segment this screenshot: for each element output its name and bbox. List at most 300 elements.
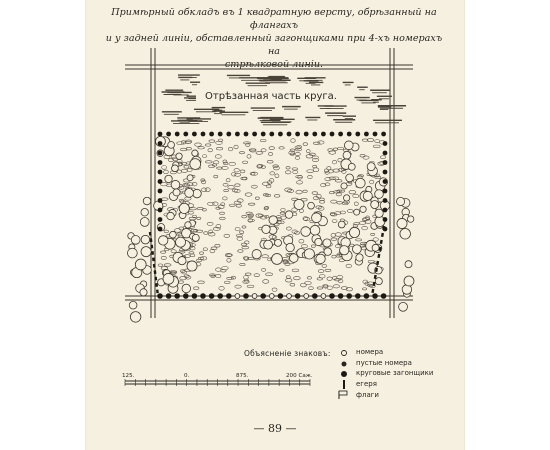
leaf-mark [201, 180, 205, 184]
bush-mark [367, 163, 375, 171]
bush-mark [301, 227, 311, 237]
bush-mark [140, 289, 147, 296]
bush-mark [172, 165, 179, 172]
leaf-mark [204, 232, 208, 235]
bush-mark [310, 225, 320, 235]
leaf-mark [224, 281, 230, 283]
legend-item-numbers: номера [356, 348, 384, 356]
beater-dot [158, 132, 163, 137]
leaf-mark [285, 171, 291, 174]
leaf-mark [202, 155, 206, 158]
leaf-mark [243, 161, 248, 164]
beater-dot [364, 132, 369, 137]
leaf-mark [320, 201, 325, 204]
bush-mark [128, 248, 138, 258]
leaf-mark [261, 268, 265, 271]
leaf-mark [380, 156, 385, 159]
leaf-mark [241, 177, 247, 179]
beater-dot [201, 132, 206, 137]
shooter-number [235, 294, 240, 299]
leaf-mark [161, 256, 166, 259]
leaf-mark [215, 155, 221, 159]
leaf-mark [208, 149, 213, 152]
leaf-mark [234, 189, 240, 192]
bush-mark [315, 238, 322, 245]
beater-dot [158, 217, 163, 222]
bush-mark [346, 174, 354, 182]
bush-mark [185, 189, 194, 198]
beater-dot [158, 294, 163, 299]
leaf-mark [162, 166, 167, 170]
bush-mark [129, 301, 137, 309]
leaf-mark [331, 233, 336, 237]
leaf-mark [295, 156, 300, 159]
beater-dot [383, 227, 388, 232]
leaf-mark [205, 161, 212, 163]
leaf-mark [238, 250, 243, 253]
bush-mark [170, 231, 177, 238]
beater-dot [158, 208, 163, 213]
leaf-mark [254, 274, 260, 277]
beater-dot [158, 198, 163, 203]
beater-dot [235, 132, 240, 137]
leaf-mark [303, 143, 308, 146]
leaf-mark [179, 281, 184, 284]
leaf-mark [282, 257, 288, 260]
beater-dot [183, 132, 188, 137]
bush-mark [163, 273, 174, 284]
leaf-mark [160, 251, 165, 253]
flag-mark [374, 282, 375, 286]
leaf-mark [337, 202, 343, 204]
bush-mark [316, 254, 325, 263]
leaf-mark [215, 244, 220, 247]
leaf-mark [205, 188, 210, 192]
bush-mark [173, 189, 180, 196]
leaf-mark [296, 181, 302, 184]
beater-dot [192, 132, 197, 137]
bush-mark [272, 254, 283, 265]
beater-dot [158, 160, 163, 165]
beater-dot [383, 217, 388, 222]
leaf-mark [292, 168, 298, 170]
bush-mark [375, 209, 383, 217]
leaf-mark [205, 144, 211, 146]
leaf-mark [280, 212, 285, 214]
leaf-mark [270, 172, 275, 175]
beater-dot [158, 141, 163, 146]
beater-dot [218, 294, 223, 299]
beater-dot [295, 132, 300, 137]
beater-dot [381, 132, 386, 137]
leaf-mark [263, 280, 269, 284]
beater-dot [373, 132, 378, 137]
leaf-mark [333, 285, 340, 288]
bush-mark [264, 240, 273, 249]
leaf-mark [237, 237, 243, 240]
beater-dot [244, 294, 249, 299]
beater-dot [158, 151, 163, 156]
beater-dot [347, 294, 352, 299]
leaf-mark [272, 288, 277, 291]
leaf-mark [338, 147, 344, 149]
caption-line: Примѣрный обкладъ въ 1 квадратную версту, обрѣзанный на флангахъ [111, 7, 437, 31]
leaf-mark [198, 281, 205, 284]
leaf-mark [299, 239, 304, 243]
scale-label: 875. [236, 373, 249, 379]
bush-mark [397, 197, 405, 205]
leaf-mark [222, 197, 227, 200]
leaf-mark [255, 197, 259, 200]
shooter-number [304, 294, 309, 299]
flag-icon [339, 391, 347, 399]
leaf-mark [356, 239, 362, 241]
shooter-number [287, 294, 292, 299]
bush-mark [168, 141, 175, 148]
leaf-mark [262, 255, 269, 258]
beater-dot [330, 294, 335, 299]
leaf-mark [296, 190, 302, 194]
leaf-mark [197, 217, 201, 219]
beater-dot [383, 170, 388, 175]
cut-off-area-label: Отрѣзанная часть круга. [205, 91, 337, 102]
flag-mark [381, 240, 382, 244]
bush-mark [349, 227, 359, 237]
leaf-mark [286, 276, 290, 279]
bush-mark [130, 312, 141, 323]
leaf-mark [213, 161, 218, 164]
scale-label: 125. [122, 373, 135, 379]
bush-mark [252, 250, 261, 259]
bush-mark [363, 191, 372, 200]
bush-mark [341, 183, 347, 189]
beater-dot [175, 294, 180, 299]
beater-dot [295, 294, 300, 299]
leaf-mark [240, 231, 244, 234]
leaf-mark [293, 171, 298, 174]
beater-dot [183, 294, 188, 299]
leaf-mark [274, 195, 280, 198]
bush-mark [141, 235, 150, 244]
bush-mark [285, 211, 293, 219]
leaf-mark [226, 178, 230, 181]
leaf-mark [291, 139, 296, 143]
bush-mark [404, 276, 414, 286]
beater-dot [364, 294, 369, 299]
leaf-mark [184, 166, 189, 169]
bush-mark [176, 237, 186, 247]
leaf-mark [244, 276, 249, 280]
bush-mark [340, 246, 349, 255]
beater-dot [252, 132, 257, 137]
leaf-mark [333, 148, 337, 151]
leaf-mark [269, 147, 274, 150]
bush-mark [343, 195, 349, 201]
leaf-mark [353, 194, 359, 197]
leaf-mark [195, 143, 202, 146]
leaf-mark [313, 168, 319, 172]
leaf-mark [248, 203, 255, 205]
beater-dot [209, 132, 214, 137]
shooter-number [321, 294, 326, 299]
leaf-mark [320, 198, 325, 201]
leaf-mark [240, 263, 246, 265]
leaf-mark [281, 208, 286, 211]
leaf-mark [300, 283, 306, 287]
beater-dot [287, 132, 292, 137]
leaf-mark [293, 276, 300, 279]
beater-dot [338, 132, 343, 137]
scale-bar [125, 379, 310, 386]
leaf-mark [275, 174, 279, 178]
leaf-mark [224, 234, 230, 237]
leaf-mark [279, 269, 284, 271]
leaf-mark [189, 252, 194, 254]
flag-mark [380, 247, 381, 251]
leaf-mark [266, 273, 273, 276]
bush-mark [348, 163, 355, 170]
leaf-mark [290, 283, 295, 286]
beater-dot [383, 208, 388, 213]
beater-dot [383, 160, 388, 165]
leaf-mark [234, 169, 239, 172]
leaf-mark [193, 287, 198, 290]
leaf-mark [263, 194, 268, 196]
leaf-mark [360, 154, 365, 157]
leaf-mark [306, 150, 310, 153]
leaf-mark [251, 185, 257, 188]
beater-dot [226, 132, 231, 137]
beater-dot [304, 132, 309, 137]
leaf-mark [236, 234, 242, 236]
leaf-mark [239, 152, 244, 154]
leaf-mark [307, 170, 314, 173]
flag-mark [373, 289, 374, 293]
leaf-mark [223, 162, 227, 165]
leaf-mark [285, 278, 292, 282]
leaf-mark [216, 268, 221, 272]
bush-mark [400, 229, 411, 240]
bush-mark [131, 235, 140, 244]
beater-dot [158, 189, 163, 194]
bush-mark [275, 239, 282, 246]
leaf-mark [375, 140, 380, 143]
beater-dot [278, 132, 283, 137]
bush-mark [323, 239, 331, 247]
leaf-mark [245, 241, 250, 244]
leaf-mark [349, 190, 356, 194]
leaf-mark [286, 227, 291, 230]
flag-mark [375, 275, 376, 279]
leaf-mark [347, 209, 353, 212]
leaf-mark [181, 169, 187, 172]
bush-mark [354, 209, 360, 215]
leaf-mark [363, 156, 369, 159]
leaf-mark [362, 288, 366, 290]
leaf-mark [303, 190, 307, 192]
bush-mark [190, 159, 201, 170]
bush-mark [262, 225, 270, 233]
leaf-mark [242, 246, 249, 248]
leaf-mark [286, 167, 290, 170]
leaf-mark [164, 264, 171, 266]
leaf-mark [187, 168, 192, 171]
leaf-mark [279, 147, 284, 149]
leaf-mark [305, 281, 312, 284]
leaf-mark [325, 269, 331, 271]
open-circle-icon [342, 351, 347, 356]
bush-mark [187, 175, 193, 181]
bush-mark [397, 218, 407, 228]
bush-mark [375, 190, 384, 199]
leaf-mark [373, 145, 380, 148]
leaf-mark [335, 233, 341, 237]
filled-circle-icon [342, 362, 347, 367]
flag-mark [376, 268, 377, 272]
leaf-mark [312, 192, 318, 195]
caption-line: и у задней линіи, обставленный загонщиками при 4-хъ номерахъ на [105, 33, 443, 57]
bush-mark [286, 243, 294, 251]
beater-dot [201, 294, 206, 299]
beater-dot [209, 294, 214, 299]
leaf-mark [190, 254, 195, 257]
leaf-mark [337, 275, 343, 278]
bush-mark [185, 222, 191, 228]
leaf-mark [229, 162, 236, 165]
leaf-mark [370, 180, 374, 184]
beater-dot [383, 189, 388, 194]
leaf-mark [327, 277, 332, 281]
leaf-mark [203, 248, 207, 251]
beater-dot [383, 141, 388, 146]
leaf-mark [307, 277, 311, 280]
beater-dot [312, 132, 317, 137]
beater-dot [269, 132, 274, 137]
flag-mark [377, 261, 378, 265]
bush-mark [141, 208, 148, 215]
leaf-mark [219, 286, 224, 290]
leaf-mark [256, 152, 263, 155]
leaf-mark [325, 177, 331, 180]
bush-mark [143, 197, 151, 205]
leaf-mark [362, 226, 368, 230]
filled-circle-icon [341, 371, 347, 377]
leaf-mark [197, 207, 203, 209]
leaf-mark [207, 222, 213, 225]
leaf-mark [235, 227, 240, 230]
leaf-mark [200, 252, 204, 255]
legend-title: Объясненіе знаковъ: [244, 349, 331, 358]
leaf-mark [216, 147, 222, 150]
leaf-mark [317, 287, 323, 289]
shooter-number [252, 294, 257, 299]
bush-mark [360, 206, 366, 212]
leaf-mark [242, 226, 246, 228]
bush-mark [176, 153, 182, 159]
leaf-mark [223, 183, 228, 186]
beater-dot [261, 294, 266, 299]
leaf-mark [245, 273, 251, 275]
bush-mark [344, 141, 353, 150]
legend-item-circle-beaters: круговые загонщики [356, 369, 434, 377]
scale-label: 200 Саж. [286, 373, 313, 379]
bush-mark [405, 261, 412, 268]
beater-dot [338, 294, 343, 299]
bush-mark [355, 178, 365, 188]
page-number: — 89 — [253, 422, 297, 435]
leaf-mark [171, 250, 176, 253]
leaf-mark [216, 274, 221, 277]
leaf-mark [336, 193, 341, 196]
leaf-mark [332, 220, 337, 223]
beater-dot [321, 132, 326, 137]
leaf-mark [318, 270, 324, 273]
leaf-mark [269, 152, 273, 155]
beater-dot [166, 294, 171, 299]
leaf-mark [311, 245, 315, 248]
leaf-mark [228, 185, 234, 189]
bush-mark [178, 257, 186, 265]
leaf-mark [174, 229, 181, 233]
leaf-mark [209, 140, 215, 143]
beater-dot [347, 132, 352, 137]
leaf-mark [250, 173, 255, 176]
leaf-mark [164, 230, 168, 233]
leaf-mark [322, 264, 327, 267]
beater-dot [383, 198, 388, 203]
leaf-mark [164, 170, 169, 174]
beater-dot [355, 294, 360, 299]
leaf-mark [240, 170, 245, 173]
leaf-mark [292, 269, 299, 272]
leaf-mark [301, 245, 307, 248]
beater-dot [226, 294, 231, 299]
leaf-mark [267, 160, 273, 163]
shooter-number [269, 294, 274, 299]
leaf-mark [158, 264, 163, 266]
beater-dot [261, 132, 266, 137]
leaf-mark [317, 278, 322, 280]
leaf-mark [247, 285, 254, 287]
bush-mark [304, 249, 314, 259]
beater-dot [373, 294, 378, 299]
leaf-mark [324, 169, 328, 173]
leaf-mark [359, 222, 366, 225]
beater-dot [244, 132, 249, 137]
leaf-mark [223, 160, 227, 163]
leaf-mark [222, 267, 229, 270]
leaf-mark [295, 152, 300, 155]
leaf-mark [371, 233, 375, 235]
scale-label: 0. [184, 373, 190, 379]
bush-mark [165, 175, 172, 182]
bush-mark [167, 212, 174, 219]
leaf-mark [331, 200, 337, 203]
leaf-mark [329, 177, 335, 180]
bush-mark [182, 284, 191, 293]
beater-dot [330, 132, 335, 137]
bush-mark [135, 259, 146, 270]
leaf-mark [214, 175, 218, 178]
leaf-mark [235, 285, 241, 288]
legend-symbols [339, 351, 347, 400]
bush-mark [399, 302, 408, 311]
flag-mark [379, 254, 380, 258]
leaf-mark [229, 204, 235, 206]
bush-mark [179, 203, 189, 213]
leaf-mark [241, 243, 246, 246]
leaf-mark [354, 202, 358, 206]
